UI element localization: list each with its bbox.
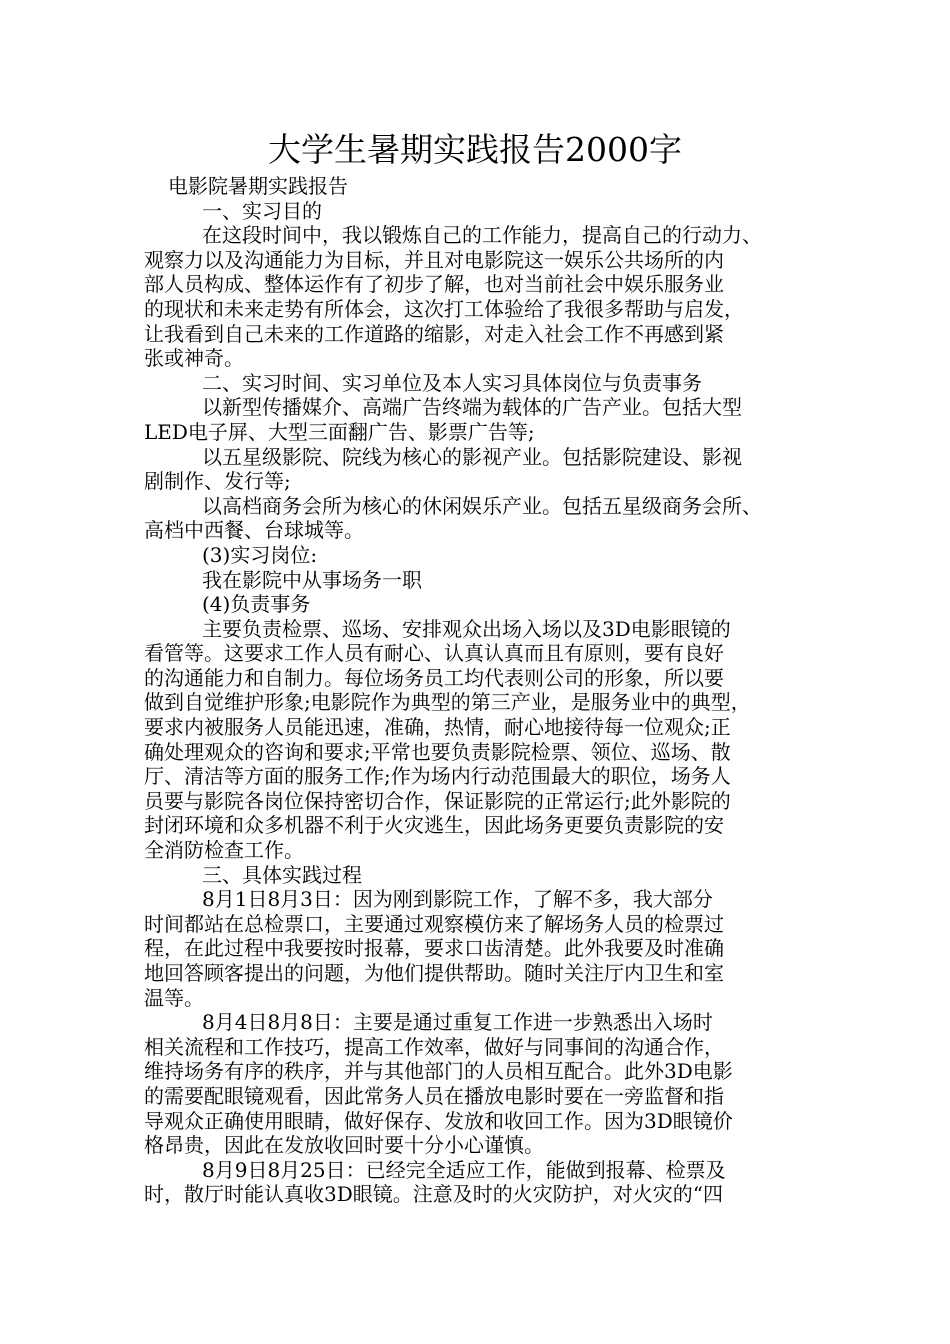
text-line: (4)负责事务: [202, 592, 311, 617]
text-line: 导观众正确使用眼睛，做好保存、发放和收回工作。因为3D眼镜价: [144, 1108, 733, 1133]
text-line: 格昂贵，因此在发放收回时要十分小心谨慎。: [144, 1133, 544, 1158]
text-line: 一、实习目的: [202, 198, 322, 223]
text-line: 让我看到自己未来的工作道路的缩影，对走入社会工作不再感到紧: [144, 321, 724, 346]
text-line: 的沟通能力和自制力。每位场务员工均代表则公司的形象，所以要: [144, 665, 724, 690]
text-line: 8月4日8月8日：主要是通过重复工作进一步熟悉出入场时: [202, 1010, 713, 1035]
text-line: 电影院暑期实践报告: [168, 174, 348, 198]
document-title: 大学生暑期实践报告2000字: [268, 130, 682, 169]
text-line: 厅、清洁等方面的服务工作;作为场内行动范围最大的职位，场务人: [144, 764, 731, 789]
text-line: 观察力以及沟通能力为目标，并且对电影院这一娱乐公共场所的内: [144, 247, 724, 272]
text-line: 看管等。这要求工作人员有耐心、认真认真而且有原则，要有良好: [144, 641, 724, 666]
text-line: 温等。: [144, 985, 204, 1010]
document-body: [144, 174, 834, 1207]
text-line: 8月1日8月3日：因为刚到影院工作，了解不多，我大部分: [202, 887, 713, 912]
text-line: 时间都站在总检票口，主要通过观察模仿来了解场务人员的检票过: [144, 911, 724, 936]
text-line: 做到自觉维护形象;电影院作为典型的第三产业，是服务业中的典型，: [144, 690, 751, 715]
text-line: 主要负责检票、巡场、安排观众出场入场以及3D电影眼镜的: [202, 616, 731, 641]
text-line: 在这段时间中，我以锻炼自己的工作能力，提高自己的行动力、: [202, 223, 762, 248]
text-line: 张或神奇。: [144, 346, 244, 371]
text-line: 相关流程和工作技巧，提高工作效率，做好与同事间的沟通合作，: [144, 1034, 724, 1059]
text-line: 员要与影院各岗位保持密切合作，保证影院的正常运行;此外影院的: [144, 788, 731, 813]
text-line: 剧制作、发行等;: [144, 469, 291, 494]
text-line: 以新型传播媒介、高端广告终端为载体的广告产业。包括大型: [202, 395, 742, 420]
text-line: 全消防检查工作。: [144, 838, 304, 863]
text-line: 的现状和未来走势有所体会，这次打工体验给了我很多帮助与启发，: [144, 296, 744, 321]
text-line: 程，在此过程中我要按时报幕，要求口齿清楚。此外我要及时准确: [144, 936, 724, 961]
text-line: 二、实习时间、实习单位及本人实习具体岗位与负责事务: [202, 370, 702, 395]
text-line: 以高档商务会所为核心的休闲娱乐产业。包括五星级商务会所、: [202, 493, 762, 518]
text-line: 三、具体实践过程: [202, 862, 362, 887]
text-line: 部人员构成、整体运作有了初步了解，也对当前社会中娱乐服务业: [144, 272, 724, 297]
text-line: (3)实习岗位:: [202, 542, 318, 567]
text-line: 以五星级影院、院线为核心的影视产业。包括影院建设、影视: [202, 444, 742, 469]
text-line: 地回答顾客提出的问题，为他们提供帮助。随时关注厅内卫生和室: [144, 961, 724, 985]
text-line: 维持场务有序的秩序，并与其他部门的人员相互配合。此外3D电影: [144, 1059, 733, 1084]
text-line: 要求内被服务人员能迅速，准确，热情，耐心地接待每一位观众;正: [144, 715, 731, 740]
text-line: 确处理观众的咨询和要求;平常也要负责影院检票、领位、巡场、散: [144, 739, 731, 764]
text-line: 封闭环境和众多机器不利于火灾逃生，因此场务更要负责影院的安: [144, 813, 724, 838]
text-line: 8月9日8月25日：已经完全适应工作，能做到报幕、检票及: [202, 1157, 726, 1182]
text-line: 时，散厅时能认真收3D眼镜。注意及时的火灾防护，对火灾的“四: [144, 1182, 723, 1207]
text-line: LED电子屏、大型三面翻广告、影票广告等;: [144, 419, 535, 444]
text-line: 的需要配眼镜观看，因此常务人员在播放电影时要在一旁监督和指: [144, 1083, 724, 1108]
text-line: 高档中西餐、台球城等。: [144, 518, 364, 543]
text-line: 我在影院中从事场务一职: [202, 567, 422, 592]
